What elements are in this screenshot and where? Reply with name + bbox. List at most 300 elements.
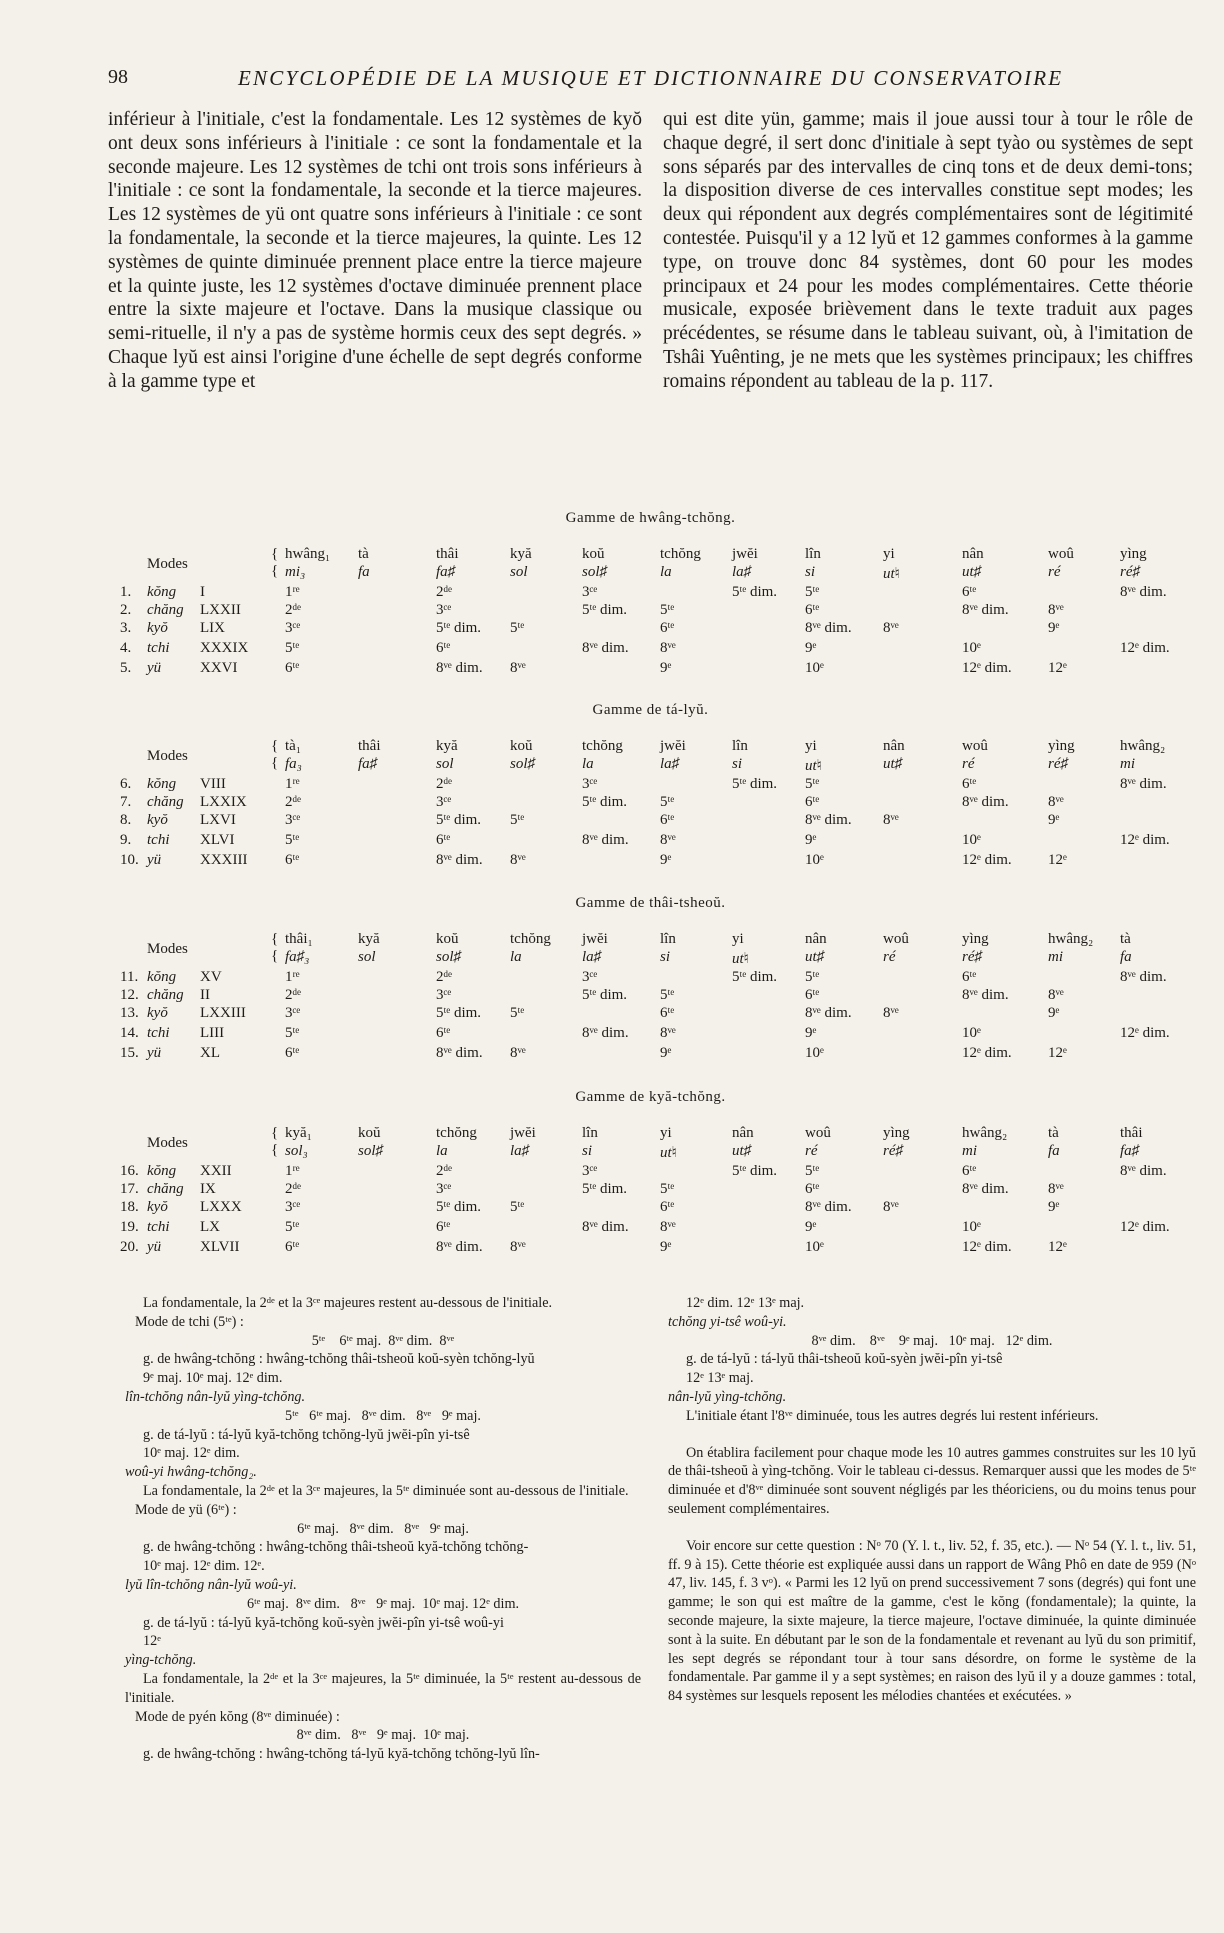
column-head-note: ré♯ <box>883 1143 903 1159</box>
table-cell: 6ᵗᵉ <box>436 1219 451 1235</box>
row-mode: kŏng <box>147 584 177 600</box>
brace: { <box>271 931 279 947</box>
row-number: 5. <box>120 660 132 676</box>
brace: { <box>271 738 279 754</box>
row-number: 13. <box>120 1005 139 1021</box>
table-cell: 2ᵈᵉ <box>436 969 453 985</box>
column-head-lyu: tà <box>358 546 369 562</box>
row-mode: kyŏ <box>147 620 168 636</box>
row-mode: chăng <box>147 987 184 1003</box>
table-cell: 1ʳᵉ <box>285 969 300 985</box>
row-roman: I <box>200 584 205 600</box>
column-head-note: la♯ <box>732 564 752 580</box>
note-intervals: 8ᵛᵉ dim. 8ᵛᵉ 9ᵉ maj. 10ᵉ maj. 12ᵉ dim. <box>811 1332 1053 1349</box>
table-cell: 8ᵛᵉ <box>510 1239 526 1255</box>
row-number: 14. <box>120 1025 139 1041</box>
table-cell: 5ᵗᵉ dim. <box>582 987 628 1003</box>
table-cell: 10ᵉ <box>805 660 824 676</box>
table-cell: 6ᵗᵉ <box>805 794 820 810</box>
table-cell: 6ᵗᵉ <box>962 969 977 985</box>
table-cell: 8ᵛᵉ dim. <box>805 620 852 636</box>
table-cell: 5ᵗᵉ <box>660 794 675 810</box>
table-cell: 1ʳᵉ <box>285 1163 300 1179</box>
row-roman: LXXII <box>200 602 241 618</box>
note-paragraph: g. de tá-lyŭ : tá-lyŭ kyă-tchŏng koŭ-syèn jwĕi-pîn yi-tsê woû-yi <box>143 1614 504 1631</box>
column-head-note: mi₃ <box>285 564 306 580</box>
page-number: 98 <box>108 66 128 88</box>
row-roman: XXVI <box>200 660 238 676</box>
table-cell: 5ᵗᵉ dim. <box>436 1005 482 1021</box>
table-cell: 6ᵗᵉ <box>436 1025 451 1041</box>
column-head-note: fa♯ <box>1120 1143 1140 1159</box>
table-cell: 8ᵛᵉ dim. <box>805 812 852 828</box>
table-cell: 6ᵗᵉ <box>285 660 300 676</box>
table-cell: 8ᵛᵉ dim. <box>962 794 1009 810</box>
table-cell: 5ᵗᵉ <box>805 584 820 600</box>
row-number: 3. <box>120 620 132 636</box>
row-roman: XV <box>200 969 222 985</box>
table-cell: 8ᵛᵉ <box>1048 987 1064 1003</box>
row-roman: LX <box>200 1219 220 1235</box>
row-number: 17. <box>120 1181 139 1197</box>
table-cell: 8ᵛᵉ <box>660 832 676 848</box>
note-intervals: 6ᵗᵉ maj. 8ᵛᵉ dim. 8ᵛᵉ 9ᵉ maj. <box>297 1520 469 1537</box>
column-head-lyu: hwâng₂ <box>962 1125 1008 1141</box>
row-number: 7. <box>120 794 132 810</box>
table-cell: 9ᵉ <box>660 852 672 868</box>
column-head-note: si <box>660 949 671 965</box>
table-cell: 8ᵛᵉ dim. <box>582 640 629 656</box>
table-cell: 5ᵗᵉ dim. <box>582 1181 628 1197</box>
table-cell: 5ᵗᵉ dim. <box>732 969 778 985</box>
column-head-lyu: yi <box>883 546 895 562</box>
table-cell: 6ᵗᵉ <box>285 852 300 868</box>
row-number: 12. <box>120 987 139 1003</box>
table-cell: 8ᵛᵉ dim. <box>436 1045 483 1061</box>
row-number: 20. <box>120 1239 139 1255</box>
table-cell: 5ᵗᵉ <box>660 987 675 1003</box>
table-cell: 2ᵈᵉ <box>436 776 453 792</box>
table-cell: 9ᵉ <box>805 640 817 656</box>
column-head-lyu: hwâng₂ <box>1120 738 1166 754</box>
column-head-note: fa♯ <box>358 756 378 772</box>
table-cell: 8ᵛᵉ dim. <box>962 987 1009 1003</box>
note-transliteration: lyŭ lîn-tchŏng nân-lyŭ woû-yi. <box>125 1576 297 1593</box>
note-transliteration: lîn-tchŏng nân-lyŭ yìng-tchŏng. <box>125 1388 306 1405</box>
column-head-note: si <box>805 564 816 580</box>
row-number: 9. <box>120 832 132 848</box>
table-cell: 10ᵉ <box>962 832 981 848</box>
row-mode: chăng <box>147 602 184 618</box>
table-cell: 2ᵈᵉ <box>285 794 302 810</box>
note-paragraph: g. de tá-lyŭ : tá-lyŭ thâi-tsheoŭ koŭ-syèn jwĕi-pîn yi-tsê <box>686 1351 1003 1368</box>
column-head-lyu: lîn <box>805 546 821 562</box>
column-head-lyu: lîn <box>660 931 676 947</box>
row-mode: yü <box>147 660 162 676</box>
table-cell: 12ᵉ <box>1048 1239 1067 1255</box>
column-head-lyu: tà <box>1048 1125 1059 1141</box>
brace: { <box>271 1142 279 1158</box>
row-number: 15. <box>120 1045 139 1061</box>
table-cell: 12ᵉ dim. <box>962 1045 1012 1061</box>
table-cell: 6ᵗᵉ <box>660 812 675 828</box>
table-cell: 12ᵉ dim. <box>1120 640 1170 656</box>
table-cell: 10ᵉ <box>962 1219 981 1235</box>
note-paragraph: On établira facilement pour chaque mode les 10 autres gammes construites sur les 10 lyŭ de thâi-tsheoŭ à yìng-tchŏng. Voir le tableau ci-dessus. Remarquer aussi que les modes de 5ᵗᵉ diminuée et d'8ᵛᵉ diminuée sont souvent négligés par les théoriciens, ou du moins tenus pour seulement complémentaires. <box>668 1444 1196 1517</box>
table-cell: 6ᵗᵉ <box>660 620 675 636</box>
note-intervals: 8ᵛᵉ dim. 8ᵛᵉ 9ᵉ maj. 10ᵉ maj. <box>296 1727 470 1744</box>
column-head-lyu: thâi <box>436 546 459 562</box>
table-cell: 8ᵛᵉ dim. <box>1120 969 1167 985</box>
column-head-lyu: tchŏng <box>582 738 623 754</box>
column-head-note: ut♯ <box>805 949 825 965</box>
column-head-lyu: koŭ <box>582 546 605 562</box>
note-transliteration: nân-lyŭ yìng-tchŏng. <box>668 1388 787 1405</box>
column-head-lyu: jwĕi <box>660 738 686 754</box>
column-head-note: ré <box>883 949 896 965</box>
table-cell: 5ᵗᵉ dim. <box>582 602 628 618</box>
column-head-note: ut♮ <box>805 758 823 774</box>
table-cell: 9ᵉ <box>1048 1199 1060 1215</box>
table-cell: 8ᵛᵉ <box>883 620 899 636</box>
column-head-note: la♯ <box>510 1143 530 1159</box>
note-paragraph: La fondamentale, la 2ᵈᵉ et la 3ᶜᵉ majeures, la 5ᵗᵉ diminuée sont au-dessous de l'initiale. <box>143 1482 629 1499</box>
column-head-note: sol <box>510 564 528 580</box>
column-head-lyu: woû <box>805 1125 831 1141</box>
row-mode: kŏng <box>147 1163 177 1179</box>
row-number: 2. <box>120 602 132 618</box>
table-cell: 8ᵛᵉ <box>1048 794 1064 810</box>
table-cell: 8ᵛᵉ <box>660 1025 676 1041</box>
spacer <box>668 1519 1196 1537</box>
table-cell: 8ᵛᵉ dim. <box>962 602 1009 618</box>
table-cell: 12ᵉ <box>1048 660 1067 676</box>
column-head-note: la♯ <box>582 949 602 965</box>
table-cell: 5ᵗᵉ dim. <box>732 776 778 792</box>
table-title: Gamme de hwâng-tchŏng. <box>565 510 736 526</box>
table-cell: 5ᵗᵉ <box>805 776 820 792</box>
column-head-note: si <box>732 756 743 772</box>
row-roman: IX <box>200 1181 216 1197</box>
row-number: 16. <box>120 1163 139 1179</box>
column-head-lyu: tchŏng <box>660 546 701 562</box>
table-cell: 8ᵛᵉ <box>883 1005 899 1021</box>
note-heading: Mode de yü (6ᵗᵉ) : <box>135 1501 237 1518</box>
body-text-right <box>663 108 1193 394</box>
column-head-note: sol♯ <box>358 1143 384 1159</box>
column-head-note: la <box>582 756 594 772</box>
table-cell: 5ᵗᵉ dim. <box>436 620 482 636</box>
table-cell: 8ᵛᵉ <box>1048 1181 1064 1197</box>
table-cell: 9ᵉ <box>660 1239 672 1255</box>
column-head-lyu: nân <box>805 931 827 947</box>
row-roman: LIX <box>200 620 225 636</box>
table-cell: 12ᵉ <box>1048 852 1067 868</box>
column-head-note: mi <box>962 1143 977 1159</box>
row-number: 19. <box>120 1219 139 1235</box>
table-cell: 12ᵉ dim. <box>1120 832 1170 848</box>
table-cell: 8ᵛᵉ dim. <box>582 1219 629 1235</box>
table-cell: 3ᶜᵉ <box>436 987 452 1003</box>
table-cell: 9ᵉ <box>1048 1005 1060 1021</box>
note-paragraph: La fondamentale, la 2ᵈᵉ et la 3ᶜᵉ majeures, la 5ᵗᵉ diminuée, la 5ᵗᵉ restent au-dessous de l'initiale. <box>125 1670 641 1706</box>
column-head-lyu: tchŏng <box>436 1125 477 1141</box>
column-head-lyu: kyă <box>358 931 380 947</box>
row-mode: kyŏ <box>147 812 168 828</box>
table-cell: 6ᵗᵉ <box>285 1045 300 1061</box>
row-number: 6. <box>120 776 132 792</box>
column-head-note: ré <box>962 756 975 772</box>
table-cell: 6ᵗᵉ <box>285 1239 300 1255</box>
row-mode: tchi <box>147 1025 170 1041</box>
row-mode: yü <box>147 1045 162 1061</box>
table-cell: 12ᵉ dim. <box>1120 1219 1170 1235</box>
modes-label: Modes <box>147 1135 188 1151</box>
table-cell: 10ᵉ <box>962 640 981 656</box>
column-head-lyu: jwĕi <box>510 1125 536 1141</box>
row-mode: yü <box>147 852 162 868</box>
table-cell: 6ᵗᵉ <box>962 1163 977 1179</box>
note-paragraph: 10ᵉ maj. 12ᵉ dim. 12ᵉ. <box>143 1558 265 1575</box>
column-head-note: fa <box>1048 1143 1060 1159</box>
table-cell: 5ᵗᵉ <box>510 812 525 828</box>
table-cell: 6ᵗᵉ <box>436 832 451 848</box>
row-mode: kŏng <box>147 776 177 792</box>
column-head-note: sol♯ <box>436 949 462 965</box>
table-cell: 12ᵉ dim. <box>962 852 1012 868</box>
row-mode: chăng <box>147 794 184 810</box>
note-transliteration: yìng-tchŏng. <box>125 1652 197 1669</box>
table-cell: 5ᵗᵉ <box>510 1005 525 1021</box>
column-head-note: fa <box>358 564 370 580</box>
column-head-lyu: thâi₁ <box>285 931 313 947</box>
row-mode: kyŏ <box>147 1005 168 1021</box>
table-cell: 8ᵛᵉ dim. <box>962 1181 1009 1197</box>
table-cell: 8ᵛᵉ dim. <box>1120 1163 1167 1179</box>
column-head-lyu: tà <box>1120 931 1131 947</box>
table-cell: 6ᵗᵉ <box>805 602 820 618</box>
modes-label: Modes <box>147 748 188 764</box>
table-cell: 8ᵛᵉ dim. <box>1120 584 1167 600</box>
table-cell: 8ᵛᵉ dim. <box>436 660 483 676</box>
table-cell: 3ᶜᵉ <box>285 1199 301 1215</box>
column-head-note: sol <box>358 949 376 965</box>
note-paragraph: g. de hwâng-tchŏng : hwâng-tchŏng thâi-tsheoŭ kyă-tchŏng tchŏng- <box>143 1539 529 1556</box>
table-cell: 8ᵛᵉ <box>1048 602 1064 618</box>
table-title: Gamme de kyă-tchŏng. <box>575 1089 726 1105</box>
body-paragraph-left: inférieur à l'initiale, c'est la fondamentale. Les 12 systèmes de kyŏ ont deux sons inférieurs à l'initiale : ce sont la fondamentale et la seconde majeure. Les 12 systèmes de tchi ont trois sons inférieurs à l'initiale : ce sont la fondamentale, la seconde et la tierce majeures. Les 12 systèmes de yü ont quatre sons inférieurs à l'initiale : ce sont la fondamentale, la seconde et la tierce majeures, la quinte. Les 12 systèmes de quinte diminuée prennent place entre la tierce majeure et la quinte juste, les 12 systèmes d'octave diminuée prennent place entre la sixte majeure et l'octave. Dans la musique classique ou semi-rituelle, il n'y a pas de système hormis ceux des sept degrés. » Chaque lyŭ est ainsi l'origine d'une échelle de sept degrés conforme à la gamme type et <box>108 109 642 392</box>
column-head-lyu: hwâng₂ <box>1048 931 1094 947</box>
row-roman: XLVI <box>200 832 235 848</box>
column-head-lyu: yi <box>805 738 817 754</box>
table-cell: 8ᵛᵉ <box>510 852 526 868</box>
table-cell: 9ᵉ <box>660 660 672 676</box>
row-mode: kyŏ <box>147 1199 168 1215</box>
column-head-lyu: lîn <box>732 738 748 754</box>
table-cell: 8ᵛᵉ <box>660 640 676 656</box>
column-head-lyu: thâi <box>1120 1125 1143 1141</box>
column-head-note: ré <box>805 1143 818 1159</box>
note-intervals: 5ᵗᵉ 6ᵗᵉ maj. 8ᵛᵉ dim. 8ᵛᵉ <box>311 1332 455 1349</box>
column-head-note: ut♯ <box>962 564 982 580</box>
column-head-note: ré♯ <box>1048 756 1068 772</box>
column-head-note: mi <box>1120 756 1135 772</box>
table-cell: 9ᵉ <box>1048 620 1060 636</box>
note-paragraph: 12ᵉ 13ᵉ maj. <box>686 1370 754 1387</box>
table-cell: 3ᶜᵉ <box>285 1005 301 1021</box>
row-number: 18. <box>120 1199 139 1215</box>
column-head-note: ré <box>1048 564 1061 580</box>
table-cell: 3ᶜᵉ <box>436 602 452 618</box>
table-cell: 12ᵉ <box>1048 1045 1067 1061</box>
column-head-lyu: koŭ <box>510 738 533 754</box>
table-title: Gamme de thâi-tsheoŭ. <box>575 895 726 911</box>
row-mode: tchi <box>147 1219 170 1235</box>
row-number: 11. <box>120 969 139 985</box>
table-cell: 5ᵗᵉ dim. <box>582 794 628 810</box>
table-cell: 5ᵗᵉ dim. <box>436 812 482 828</box>
table-cell: 2ᵈᵉ <box>436 584 453 600</box>
brace: { <box>271 546 279 562</box>
table-cell: 9ᵉ <box>1048 812 1060 828</box>
table-cell: 3ᶜᵉ <box>285 620 301 636</box>
column-head-lyu: koŭ <box>436 931 459 947</box>
column-head-lyu: jwĕi <box>582 931 608 947</box>
page-header <box>108 66 1193 96</box>
table-cell: 3ᶜᵉ <box>582 1163 598 1179</box>
note-paragraph: 12ᵉ <box>143 1633 161 1650</box>
note-transliteration: woû-yi hwâng-tchŏng₂. <box>125 1464 257 1481</box>
row-roman: XL <box>200 1045 220 1061</box>
column-head-lyu: tà₁ <box>285 738 302 754</box>
table-cell: 10ᵉ <box>805 1239 824 1255</box>
table-cell: 5ᵗᵉ <box>660 1181 675 1197</box>
column-head-note: sol <box>436 756 454 772</box>
column-head-lyu: yìng <box>1120 546 1147 562</box>
row-roman: LIII <box>200 1025 225 1041</box>
row-number: 1. <box>120 584 132 600</box>
row-roman: LXVI <box>200 812 236 828</box>
table-cell: 6ᵗᵉ <box>660 1199 675 1215</box>
table-cell: 6ᵗᵉ <box>805 1181 820 1197</box>
column-head-lyu: hwâng₁ <box>285 546 331 562</box>
table-cell: 9ᵉ <box>805 832 817 848</box>
row-mode: yü <box>147 1239 162 1255</box>
row-roman: XLVII <box>200 1239 240 1255</box>
column-head-note: ut♯ <box>883 756 903 772</box>
modes-label: Modes <box>147 556 188 572</box>
row-roman: XXII <box>200 1163 232 1179</box>
column-head-lyu: koŭ <box>358 1125 381 1141</box>
column-head-lyu: nân <box>883 738 905 754</box>
table-cell: 8ᵛᵉ dim. <box>1120 776 1167 792</box>
column-head-lyu: yìng <box>1048 738 1075 754</box>
note-intervals: 6ᵗᵉ maj. 8ᵛᵉ dim. 8ᵛᵉ 9ᵉ maj. 10ᵉ maj. 12ᵉ dim. <box>246 1595 520 1612</box>
table-cell: 5ᵗᵉ <box>285 832 300 848</box>
row-mode: tchi <box>147 832 170 848</box>
column-head-lyu: yi <box>660 1125 672 1141</box>
table-cell: 2ᵈᵉ <box>285 987 302 1003</box>
table-cell: 6ᵗᵉ <box>660 1005 675 1021</box>
table-cell: 5ᵗᵉ dim. <box>732 1163 778 1179</box>
table-cell: 2ᵈᵉ <box>285 1181 302 1197</box>
table-cell: 8ᵛᵉ <box>510 660 526 676</box>
table-cell: 8ᵛᵉ <box>510 1045 526 1061</box>
brace: { <box>271 755 279 771</box>
brace: { <box>271 563 279 579</box>
column-head-note: fa₃ <box>285 756 302 772</box>
table-cell: 3ᶜᵉ <box>582 969 598 985</box>
table-cell: 10ᵉ <box>805 852 824 868</box>
note-intervals: 5ᵗᵉ 6ᵗᵉ maj. 8ᵛᵉ dim. 8ᵛᵉ 9ᵉ maj. <box>285 1407 481 1424</box>
table-cell: 3ᶜᵉ <box>582 584 598 600</box>
table-cell: 6ᵗᵉ <box>962 584 977 600</box>
table-cell: 10ᵉ <box>805 1045 824 1061</box>
table-cell: 5ᵗᵉ <box>510 620 525 636</box>
table-cell: 6ᵗᵉ <box>436 640 451 656</box>
column-head-note: sol♯ <box>582 564 608 580</box>
column-head-lyu: yi <box>732 931 744 947</box>
column-head-lyu: woû <box>1048 546 1074 562</box>
column-head-lyu: yìng <box>883 1125 910 1141</box>
table-cell: 9ᵉ <box>660 1045 672 1061</box>
note-paragraph: Voir encore sur cette question : Nᵒ 70 (Y. l. t., liv. 52, f. 35, etc.). — Nᵒ 54 (Y. l. t., liv. 51, ff. 9 à 15). Cette théorie est expliquée aussi dans un rapport de Wâng Phô en date de 959 (Nᵒ 47, liv. 145, f. 3 vᵒ). « Parmi les 12 lyŭ on prend successivement 7 sons (degrés) qui font une gamme; le son qui est maître de la gamme, c'est le kŏng (fondamentale); la quinte, la seconde majeure, la sixte majeure, la tierce majeure, l'octave diminuée, la quinte diminuée sont à la suite. En débutant par le son de la fondamentale et revenant au lyŭ du son primitif, les sept degrés se répondant tour à tour sans désordre, on forme le système de la fondamentale. Par gamme il y a sept systèmes; en raison des lyŭ il y a douze gammes : total, 84 systèmes sur lesquels reposent les mélodies chantées et exécutées. » <box>668 1537 1196 1705</box>
note-paragraph: L'initiale étant l'8ᵛᵉ diminuée, tous les autres degrés lui restent inférieurs. <box>686 1407 1099 1424</box>
table-cell: 3ᶜᵉ <box>582 776 598 792</box>
column-head-note: la <box>510 949 522 965</box>
note-transliteration: tchŏng yi-tsê woû-yi. <box>668 1313 787 1330</box>
column-head-note: sol₃ <box>285 1143 308 1159</box>
table-cell: 5ᵗᵉ dim. <box>436 1199 482 1215</box>
notes-right-column <box>668 1294 1196 1706</box>
table-cell: 12ᵉ dim. <box>1120 1025 1170 1041</box>
row-number: 8. <box>120 812 132 828</box>
column-head-lyu: nân <box>732 1125 754 1141</box>
column-head-note: la <box>436 1143 448 1159</box>
table-cell: 5ᵗᵉ <box>285 1219 300 1235</box>
row-mode: chăng <box>147 1181 184 1197</box>
row-roman: LXXIII <box>200 1005 246 1021</box>
column-head-note: ut♮ <box>660 1145 678 1161</box>
column-head-lyu: jwĕi <box>732 546 758 562</box>
note-paragraph: g. de tá-lyŭ : tá-lyŭ kyă-tchŏng tchŏng-lyŭ jwĕi-pîn yi-tsê <box>143 1426 470 1443</box>
brace: { <box>271 948 279 964</box>
table-cell: 8ᵛᵉ <box>883 812 899 828</box>
table-cell: 8ᵛᵉ <box>883 1199 899 1215</box>
note-heading: Mode de tchi (5ᵗᵉ) : <box>135 1313 244 1330</box>
table-cell: 1ʳᵉ <box>285 584 300 600</box>
row-roman: VIII <box>200 776 226 792</box>
column-head-lyu: kyă₁ <box>285 1125 312 1141</box>
column-head-note: si <box>582 1143 593 1159</box>
table-cell: 5ᵗᵉ <box>805 969 820 985</box>
table-cell: 5ᵗᵉ <box>660 602 675 618</box>
row-roman: II <box>200 987 210 1003</box>
column-head-lyu: lîn <box>582 1125 598 1141</box>
column-head-lyu: tchŏng <box>510 931 551 947</box>
modes-label: Modes <box>147 941 188 957</box>
note-paragraph: 10ᵉ maj. 12ᵉ dim. <box>143 1445 240 1462</box>
column-head-note: ut♮ <box>883 566 901 582</box>
row-roman: XXXIII <box>200 852 248 868</box>
column-head-note: fa♯₃ <box>285 949 310 965</box>
column-head-lyu: thâi <box>358 738 381 754</box>
note-paragraph: g. de hwâng-tchŏng : hwâng-tchŏng thâi-tsheoŭ koŭ-syèn tchŏng-lyŭ <box>143 1351 535 1368</box>
column-head-note: fa <box>1120 949 1132 965</box>
column-head-note: mi <box>1048 949 1063 965</box>
note-paragraph: La fondamentale, la 2ᵈᵉ et la 3ᶜᵉ majeures restent au-dessous de l'initiale. <box>143 1295 553 1311</box>
table-cell: 8ᵛᵉ dim. <box>436 852 483 868</box>
